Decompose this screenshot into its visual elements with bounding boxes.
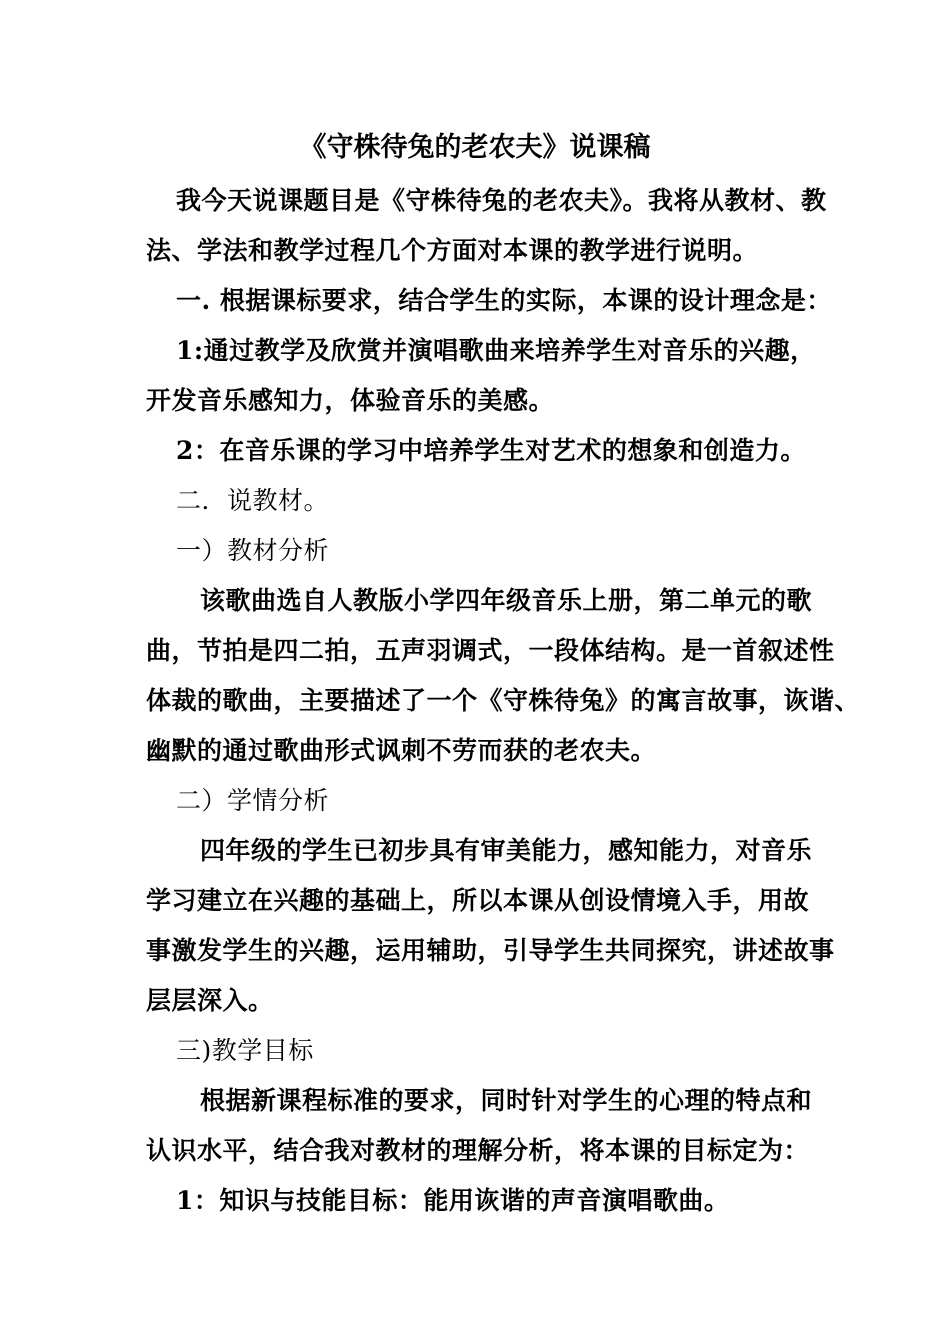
paragraph-line: 1:通过教学及欣赏并演唱歌曲来培养学生对音乐的兴趣， [176,336,816,365]
paragraph-line: 幽默的通过歌曲形式讽刺不劳而获的老农夫。 [146,736,657,765]
paragraph-line: 体裁的歌曲，主要描述了一个《守株待兔》的寓言故事，诙谐、 [146,686,861,715]
paragraph-line: 四年级的学生已初步具有审美能力，感知能力，对音乐 [200,836,813,865]
paragraph-line: 我今天说课题目是《守株待兔的老农夫》。我将从教材、教 [176,186,827,215]
paragraph-line: 法、学法和教学过程几个方面对本课的教学进行说明。 [146,236,759,265]
paragraph-line: 2：在音乐课的学习中培养学生对艺术的想象和创造力。 [176,436,806,465]
paragraph-line: 该歌曲选自人教版小学四年级音乐上册，第二单元的歌 [200,586,813,615]
section-heading: 二．说教材。 [176,486,330,515]
subsection-heading: 二）学情分析 [176,786,330,815]
paragraph-line: 学习建立在兴趣的基础上，所以本课从创设情境入手，用故 [146,886,810,915]
subsection-heading: 三)教学目标 [176,1036,314,1065]
paragraph-line: 认识水平，结合我对教材的理解分析，将本课的目标定为： [146,1136,810,1165]
paragraph-line: 曲，节拍是四二拍，五声羽调式，一段体结构。是一首叙述性 [146,636,835,665]
paragraph-line: 开发音乐感知力，体验音乐的美感。 [146,386,555,415]
paragraph-line: 一. 根据课标要求，结合学生的实际，本课的设计理念是： [176,286,832,315]
paragraph-line: 1：知识与技能目标：能用诙谐的声音演唱歌曲。 [176,1186,730,1215]
document-title: 《守株待兔的老农夫》说课稿 [299,132,651,163]
paragraph-line: 层层深入。 [146,986,274,1015]
paragraph-line: 事激发学生的兴趣，运用辅助，引导学生共同探究，讲述故事 [146,936,835,965]
subsection-heading: 一）教材分析 [176,536,330,565]
paragraph-line: 根据新课程标准的要求，同时针对学生的心理的特点和 [200,1086,813,1115]
